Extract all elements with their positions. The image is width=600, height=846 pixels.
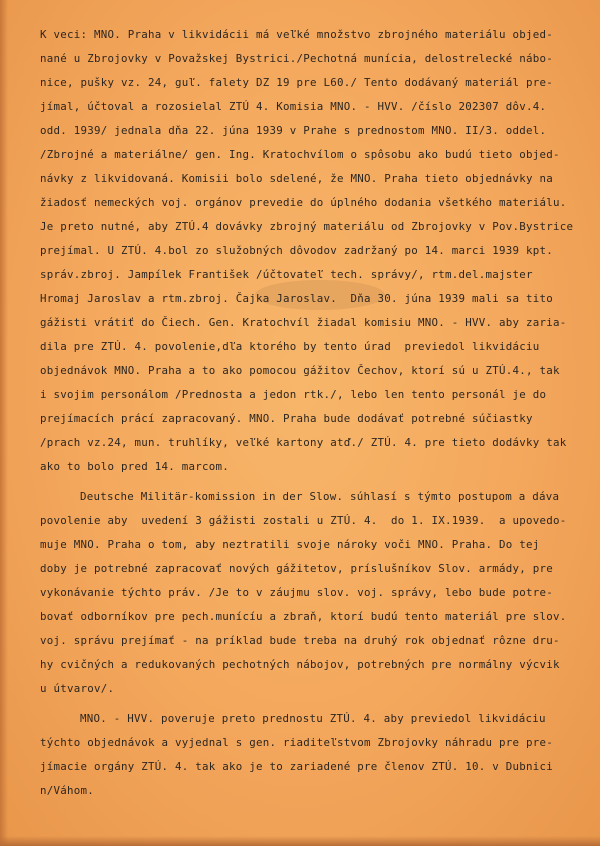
text-line: muje MNO. Praha o tom, aby neztratili svoje nároky voči MNO. Praha. Do tej xyxy=(40,538,540,551)
text-line: /Zbrojné a materiálne/ gen. Ing. Kratochvílom o spôsobu ako budú tieto objed- xyxy=(40,148,560,161)
text-line: prejímacích prácí zapracovaný. MNO. Praha bude dodávať potrebné súčiastky xyxy=(40,412,533,425)
text-line: voj. správu prejímať - na príklad bude treba na druhý rok objednať rôzne dru- xyxy=(40,634,560,647)
text-line: nané u Zbrojovky v Považskej Bystrici./Pechotná munícia, delostrelecké nábo- xyxy=(40,52,554,65)
text-line: n/Váhom. xyxy=(40,784,95,797)
text-line: Hromaj Jaroslav a rtm.zbroj. Čajka Jaroslav. Dňa 30. júna 1939 mali sa tito xyxy=(40,292,554,305)
text-line: žiadosť nemeckých voj. orgánov prevedie do úplného dodania všetkého materiálu. xyxy=(40,196,567,209)
text-line: týchto objednávok a vyjednal s gen. riaditeľstvom Zbrojovky náhradu pre pre- xyxy=(40,736,554,749)
text-line: dila pre ZTÚ. 4. povolenie,dľa ktorého by tento úrad previedol likvidáciu xyxy=(40,340,540,353)
text-line: objednávok MNO. Praha a to ako pomocou gážitov Čechov, ktorí sú u ZTÚ.4., tak xyxy=(40,364,560,377)
text-line: Je preto nutné, aby ZTÚ.4 dovávky zbrojný materiálu od Zbrojovky v Pov.Bystrice xyxy=(40,220,574,233)
text-line: bovať odborníkov pre pech.munícíu a zbraň, ktorí budú tento materiál pre slov. xyxy=(40,610,567,623)
text-line: ako to bolo pred 14. marcom. xyxy=(40,460,230,473)
text-line: gážisti vrátiť do Čiech. Gen. Kratochvíl žiadal komisiu MNO. - HVV. aby zaria- xyxy=(40,316,567,329)
text-line: K veci: MNO. Praha v likvidácii má veľké množstvo zbrojného materiálu objed- xyxy=(40,28,554,41)
text-line: prejímal. U ZTÚ. 4.bol zo služobných dôvodov zadržaný po 14. marci 1939 kpt. xyxy=(40,244,554,257)
text-line: i svojim personálom /Prednosta a jedon rtk./, lebo len tento personál je do xyxy=(40,388,547,401)
text-line: u útvarov/. xyxy=(40,682,115,695)
text-line: odd. 1939/ jednala dňa 22. júna 1939 v Prahe s prednostom MNO. II/3. oddel. xyxy=(40,124,547,137)
text-line: správ.zbroj. Jampílek František /účtovateľ tech. správy/, rtm.del.majster xyxy=(40,268,533,281)
text-line: Deutsche Militär-komission in der Slow. súhlasí s týmto postupom a dáva xyxy=(80,490,560,503)
text-line: hy cvičných a redukovaných pechotných nábojov, potrebných pre normálny výcvik xyxy=(40,658,560,671)
text-line: nice, pušky vz. 24, guľ. falety DZ 19 pre L60./ Tento dodávaný materiál pre- xyxy=(40,76,554,89)
text-line: vykonávanie týchto práv. /Je to v záujmu slov. voj. správy, lebo bude potre- xyxy=(40,586,554,599)
text-line: povolenie aby uvedení 3 gážisti zostali u ZTÚ. 4. do 1. IX.1939. a upovedo- xyxy=(40,514,567,527)
text-line: návky z likvidovaná. Komisii bolo sdelené, že MNO. Praha tieto objednávky na xyxy=(40,172,554,185)
text-line: /prach vz.24, mun. truhlíky, veľké kartony atď./ ZTÚ. 4. pre tieto dodávky tak xyxy=(40,436,567,449)
text-line: MNO. - HVV. poveruje preto prednostu ZTÚ. 4. aby previedol likvidáciu xyxy=(80,712,546,725)
text-line: doby je potrebné zapracovať nových gážitetov, príslušníkov Slov. armády, pre xyxy=(40,562,554,575)
text-line: jímacie orgány ZTÚ. 4. tak ako je to zariadené pre členov ZTÚ. 10. v Dubnici xyxy=(40,760,554,773)
text-line: jímal, účtoval a rozosielal ZTÚ 4. Komisia MNO. - HVV. /číslo 202307 dôv.4. xyxy=(40,100,547,113)
